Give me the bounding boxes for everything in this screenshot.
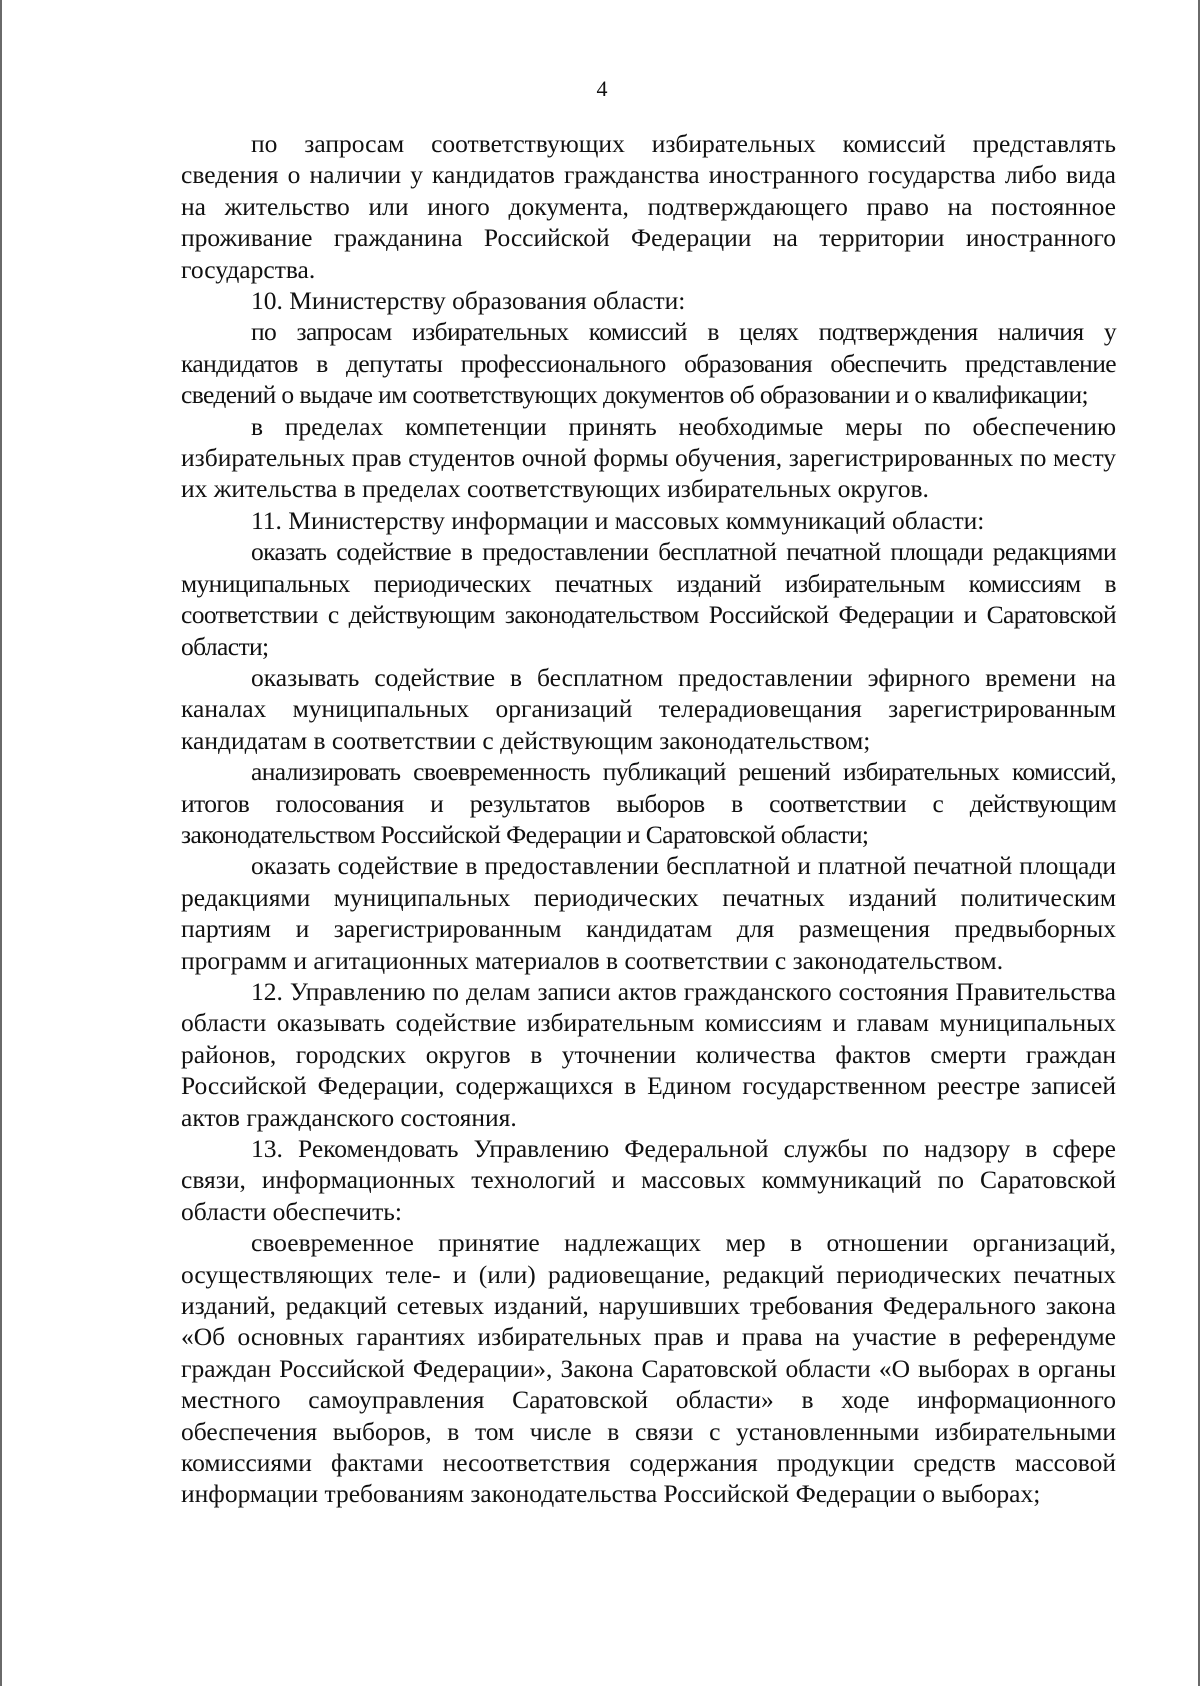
paragraph-paid-print-space: оказать содействие в предоставлении бесплатной и платной печатной площади редакциями муниципальных периодических печатных изданий политическим партиям и зарегистрированным кандидатам для размещения предвыборных программ и агитационных материалов в соответствии с законодательством. bbox=[181, 851, 1116, 975]
document-body bbox=[181, 128, 1116, 1510]
paragraph-item-12-civil-registry: 12. Управлению по делам записи актов гражданского состояния Правительства области оказывать содействие избирательным комиссиям и главам муниципальных районов, городских округов в уточнении количества фактов смерти граждан Российской Федерации, содержащихся в Едином государственном реестре записей актов гражданского состояния. bbox=[181, 976, 1116, 1132]
paragraph-item-11-heading: 11. Министерству информации и массовых коммуникаций области: bbox=[251, 505, 985, 535]
paragraph-publication-analysis: анализировать своевременность публикаций решений избирательных комиссий, итогов голосования и результатов выборов в соответствии с действующим законодательством Российской Федерации и Саратовской области; bbox=[181, 757, 1116, 849]
paragraph-media-violations: своевременное принятие надлежащих мер в отношении организаций, осуществляющих теле- и (или) радиовещание, редакций периодических печатных изданий, редакций сетевых изданий, нарушивших требования Федерального закона «Об основных гарантиях избирательных прав и права на участие в референдуме граждан Российской Федерации», Закона Саратовской области «О выборах в органы местного самоуправления Саратовской области» в ходе информационного обеспечения выборов, в том числе в связи с установленными избирательными комиссиями фактами несоответствия содержания продукции средств массовой информации требованиям законодательства Российской Федерации о выборах; bbox=[181, 1228, 1116, 1509]
paragraph-foreign-citizenship-info: по запросам соответствующих избирательных комиссий представлять сведения о наличии у кандидатов гражданства иностранного государства либо вида на жительство или иного документа, подтверждающего право на постоянное проживание гражданина Российской Федерации на территории иностранного государства. bbox=[181, 129, 1116, 284]
paragraph-free-print-space: оказать содействие в предоставлении бесплатной печатной площади редакциями муниципальных периодических печатных изданий избирательным комиссиям в соответствии с действующим законодательством Российской Федерации и Саратовской области; bbox=[181, 537, 1116, 661]
paragraph-item-13-heading: 13. Рекомендовать Управлению Федеральной службы по надзору в сфере связи, информационных технологий и массовых коммуникаций по Саратовской области обеспечить: bbox=[181, 1134, 1116, 1226]
page-number: 4 bbox=[596, 76, 608, 101]
paragraph-student-rights: в пределах компетенции принять необходимые меры по обеспечению избирательных прав студентов очной формы обучения, зарегистрированных по месту их жительства в пределах соответствующих избирательных округов. bbox=[181, 411, 1116, 504]
paragraph-education-documents: по запросам избирательных комиссий в целях подтверждения наличия у кандидатов в депутаты профессионального образования обеспечить представление сведений о выдаче им соответствующих документов об образовании и о квалификации; bbox=[181, 317, 1116, 410]
paragraph-item-10-heading: 10. Министерству образования области: bbox=[251, 286, 686, 316]
paragraph-free-airtime: оказывать содействие в бесплатном предоставлении эфирного времени на каналах муниципальных организаций телерадиовещания зарегистрированным кандидатам в соответствии с действующим законодательством; bbox=[181, 662, 1116, 755]
